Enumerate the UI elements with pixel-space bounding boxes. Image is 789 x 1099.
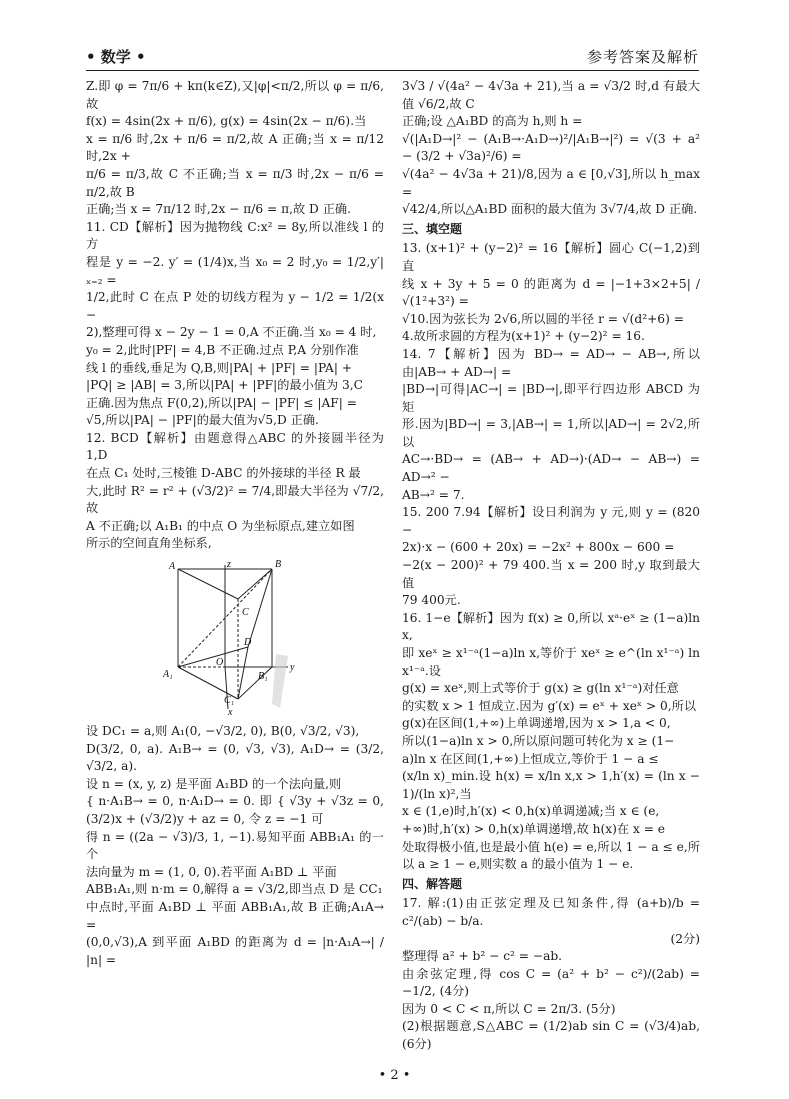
label-axis-y: y	[290, 662, 295, 674]
text-line: 大,此时 R² = r² + (√3/2)² = 7/4,即最大半径为 √7/2,故	[86, 483, 384, 516]
label-axis-z: z	[227, 559, 231, 571]
label-C1: C₁	[224, 695, 235, 707]
text-line: 14. 7【解析】因为 BD→ = AD→ − AB→,所以由|AB→ + AD→| =	[402, 346, 700, 379]
text-line: AB→² = 7.	[402, 487, 465, 502]
text-line: 4.故所求圆的方程为(x+1)² + (y−2)² = 16.	[402, 329, 645, 344]
text-line: √5,所以|PA| − |PF|的最大值为√5,D 正确.	[86, 413, 319, 428]
page-number: • 2 •	[378, 1068, 411, 1083]
text-line: 正确.因为焦点 F(0,2),所以|PA| − |PF| ≤ |AF| =	[86, 395, 357, 410]
subject-label: • 数学 •	[86, 48, 146, 66]
label-B1: B₁	[258, 671, 268, 683]
text-line: |BD→|可得|AC→| = |BD→|,即平行四边形 ABCD 为矩	[402, 382, 700, 414]
text-line: 17. 解:(1)由正弦定理及已知条件,得 (a+b)/b = c²/(ab) − b/a.	[402, 896, 700, 928]
text-line: 3√3 / √(4a² − 4√3a + 21),当 a = √3/2 时,d 有最大值 √6/2,故 C	[402, 79, 700, 111]
segment-BD	[248, 569, 272, 647]
text-line: g(x)在区间(1,+∞)上单调递增,因为 x > 1,a < 0,	[402, 716, 671, 731]
text-line: 由余弦定理,得 cos C = (a² + b² − c²)/(2ab) = −1/2, (4分)	[402, 966, 700, 999]
text-line: 法向量为 m = (1, 0, 0).若平面 A₁BD ⊥ 平面	[86, 864, 337, 879]
text-line: π/6 = π/3,故 C 不正确;当 x = π/3 时,2x − π/6 = π/2,故 B	[86, 166, 384, 199]
text-line: 设 DC₁ = a,则 A₁(0, −√3/2, 0), B(0, √3/2, √3),	[86, 724, 360, 739]
text-line: 在点 C₁ 处时,三棱锥 D-ABC 的外接球的半径 R 最	[86, 466, 361, 481]
text-line: { n·A₁B→ = 0, n·A₁D→ = 0. 即 { √3y + √3z = 0, (3/2)x + (√3/2)y + az = 0, 令 z = −1 可	[86, 794, 384, 826]
section-title: 参考答案及解析	[586, 48, 699, 66]
text-line: ABB₁A₁,则 n·m = 0,解得 a = √3/2,即当点 D 是 CC₁	[86, 882, 383, 897]
text-line: 形.因为|BD→| = 3,|AB→| = 1,所以|AD→| = 2√2,所以	[402, 417, 700, 449]
text-line: (x/ln x)_min.设 h(x) = x/ln x,x > 1,h′(x) = (ln x − 1)/(ln x)²,当	[402, 769, 700, 801]
label-A: A	[169, 561, 176, 573]
text-line: √42/4,所以△A₁BD 面积的最大值为 3√7/4,故 D 正确.	[402, 202, 698, 217]
section-heading-answers: 四、解答题	[402, 876, 463, 891]
text-line: 79 400元.	[402, 593, 461, 608]
text-line: a)ln x 在区间(1,+∞)上恒成立,等价于 1 − a ≤	[402, 751, 659, 766]
text-line: +∞)时,h′(x) > 0,h(x)单调递增,故 h(x)在 x = e	[402, 821, 666, 836]
text-line: |PQ| ≥ |AB| = 3,所以|PA| + |PF|的最小值为 3,C	[86, 378, 363, 393]
left-column	[86, 78, 384, 969]
text-line: 设 n = (x, y, z) 是平面 A₁BD 的一个法向量,则	[86, 776, 342, 791]
score-mark: (2分)	[670, 931, 700, 946]
text-line: 所以(1−a)ln x > 0,所以原问题可转化为 x ≥ (1−	[402, 733, 675, 748]
text-line: 2),整理可得 x − 2y − 1 = 0,A 不正确.当 x₀ = 4 时,	[86, 325, 377, 340]
text-line: 的实数 x > 1 恒成立.因为 g′(x) = eˣ + xeˣ > 0,所以	[402, 698, 697, 713]
text-line: D(3/2, 0, a). A₁B→ = (0, √3, √3), A₁D→ = (3/2, √3/2, a).	[86, 741, 384, 774]
text-line: 线 x + 3y + 5 = 0 的距离为 d = |−1+3×2+5| / √(1²+3²) =	[402, 276, 700, 309]
text-line: 正确;设 △A₁BD 的高为 h,则 h =	[402, 114, 583, 129]
label-B: B	[275, 559, 282, 571]
text-line: Z.即 φ = 7π/6 + kπ(k∈Z),又|φ|<π/2,所以 φ = π/6,故	[86, 79, 384, 111]
text-line: A 不正确;以 A₁B₁ 的中点 O 为坐标原点,建立如图	[86, 518, 355, 533]
edge-AC	[178, 569, 238, 599]
text-line: 16. 1−e【解析】因为 f(x) ≥ 0,所以 xᵃ·eˣ ≥ (1−a)ln x,	[402, 610, 700, 643]
text-line: 12. BCD【解析】由题意得△ABC 的外接圆半径为 1,D	[86, 430, 384, 463]
label-axis-x: x	[228, 707, 233, 718]
text-line: 整理得 a² + b² − c² = −ab.	[402, 949, 563, 964]
text-line: 线 l 的垂线,垂足为 Q,B,则|PA| + |PF| = |PA| +	[86, 360, 353, 375]
label-C: C	[242, 607, 249, 619]
text-line: 即 xeˣ ≥ x¹⁻ᵃ(1−a)ln x,等价于 xeˣ ≥ e^(ln x¹⁻ᵃ) ln x¹⁻ᵃ.设	[402, 646, 700, 678]
text-line: x ∈ (1,e)时,h′(x) < 0,h(x)单调递减;当 x ∈ (e,	[402, 804, 660, 819]
text-line: 因为 0 < C < π,所以 C = 2π/3. (5分)	[402, 1001, 616, 1016]
section-heading-fill-in: 三、填空题	[402, 221, 463, 236]
right-column	[402, 78, 700, 1054]
text-line: 所示的空间直角坐标系,	[86, 536, 212, 551]
page-header	[86, 44, 699, 71]
label-O: O	[216, 657, 224, 669]
text-line: x = π/6 时,2x + π/6 = π/2,故 A 正确;当 x = π/12 时,2x +	[86, 131, 384, 164]
text-line: f(x) = 4sin(2x + π/6), g(x) = 4sin(2x − π/6).当	[86, 114, 367, 129]
label-A1: A₁	[163, 669, 173, 681]
text-line: 以 a ≥ 1 − e,则实数 a 的最小值为 1 − e.	[402, 857, 634, 872]
text-line: 13. (x+1)² + (y−2)² = 16【解析】圆心 C(−1,2)到直	[402, 241, 700, 273]
text-line: 处取得极小值,也是最小值 h(e) = e,所以 1 − a ≤ e,所	[402, 839, 700, 854]
text-line: (2)根据题意,S△ABC = (1/2)ab sin C = (√3/4)ab, (6分)	[402, 1019, 700, 1052]
text-line: AC→·BD→ = (AB→ + AD→)·(AD→ − AB→) = AD→² −	[402, 452, 700, 485]
text-line: 1/2,此时 C 在点 P 处的切线方程为 y − 1/2 = 1/2(x −	[86, 290, 384, 322]
text-line: 中点时,平面 A₁BD ⊥ 平面 ABB₁A₁,故 B 正确;A₁A→ =	[86, 899, 384, 932]
text-line: 11. CD【解析】因为抛物线 C:x² = 8y,所以准线 l 的方	[86, 219, 384, 252]
text-line: √10.因为弦长为 2√6,所以圆的半径 r = √(d²+6) =	[402, 311, 684, 326]
text-line: 2x)·x − (600 + 20x) = −2x² + 800x − 600 =	[402, 540, 675, 555]
text-line: 正确;当 x = 7π/12 时,2x − π/6 = π,故 D 正确.	[86, 202, 351, 217]
text-line: g(x) = xeˣ,则上式等价于 g(x) ≥ g(ln x¹⁻ᵃ)对任意	[402, 681, 679, 696]
text-line: −2(x − 200)² + 79 400.当 x = 200 时,y 取到最大值	[402, 558, 700, 590]
text-line: (0,0,√3),A 到平面 A₁BD 的距离为 d = |n·A₁A→| / |n| =	[86, 935, 384, 967]
label-D: D	[244, 637, 252, 649]
text-line: 程是 y = −2. y′ = (1/4)x,当 x₀ = 2 时,y₀ = 1/2,y′|ₓ₌₂ =	[86, 254, 384, 287]
text-line: √(4a² − 4√3a + 21)/8,因为 a ∈ [0,√3],所以 h_max =	[402, 166, 700, 199]
text-line: √(|A₁D→|² − (A₁B→·A₁D→)²/|A₁B→|²) = √(3 + a² − (3/2 + √3a)²/6) =	[402, 131, 700, 164]
pen-mark-icon	[266, 652, 296, 712]
text-line: 15. 200 7.94【解析】设日利润为 y 元,则 y = (820 −	[402, 505, 700, 537]
text-line: y₀ = 2,此时|PF| = 4,B 不正确.过点 P,A 分别作准	[86, 342, 359, 357]
text-line: 得 n = ((2a − √3)/3, 1, −1).易知平面 ABB₁A₁ 的一个	[86, 829, 384, 862]
